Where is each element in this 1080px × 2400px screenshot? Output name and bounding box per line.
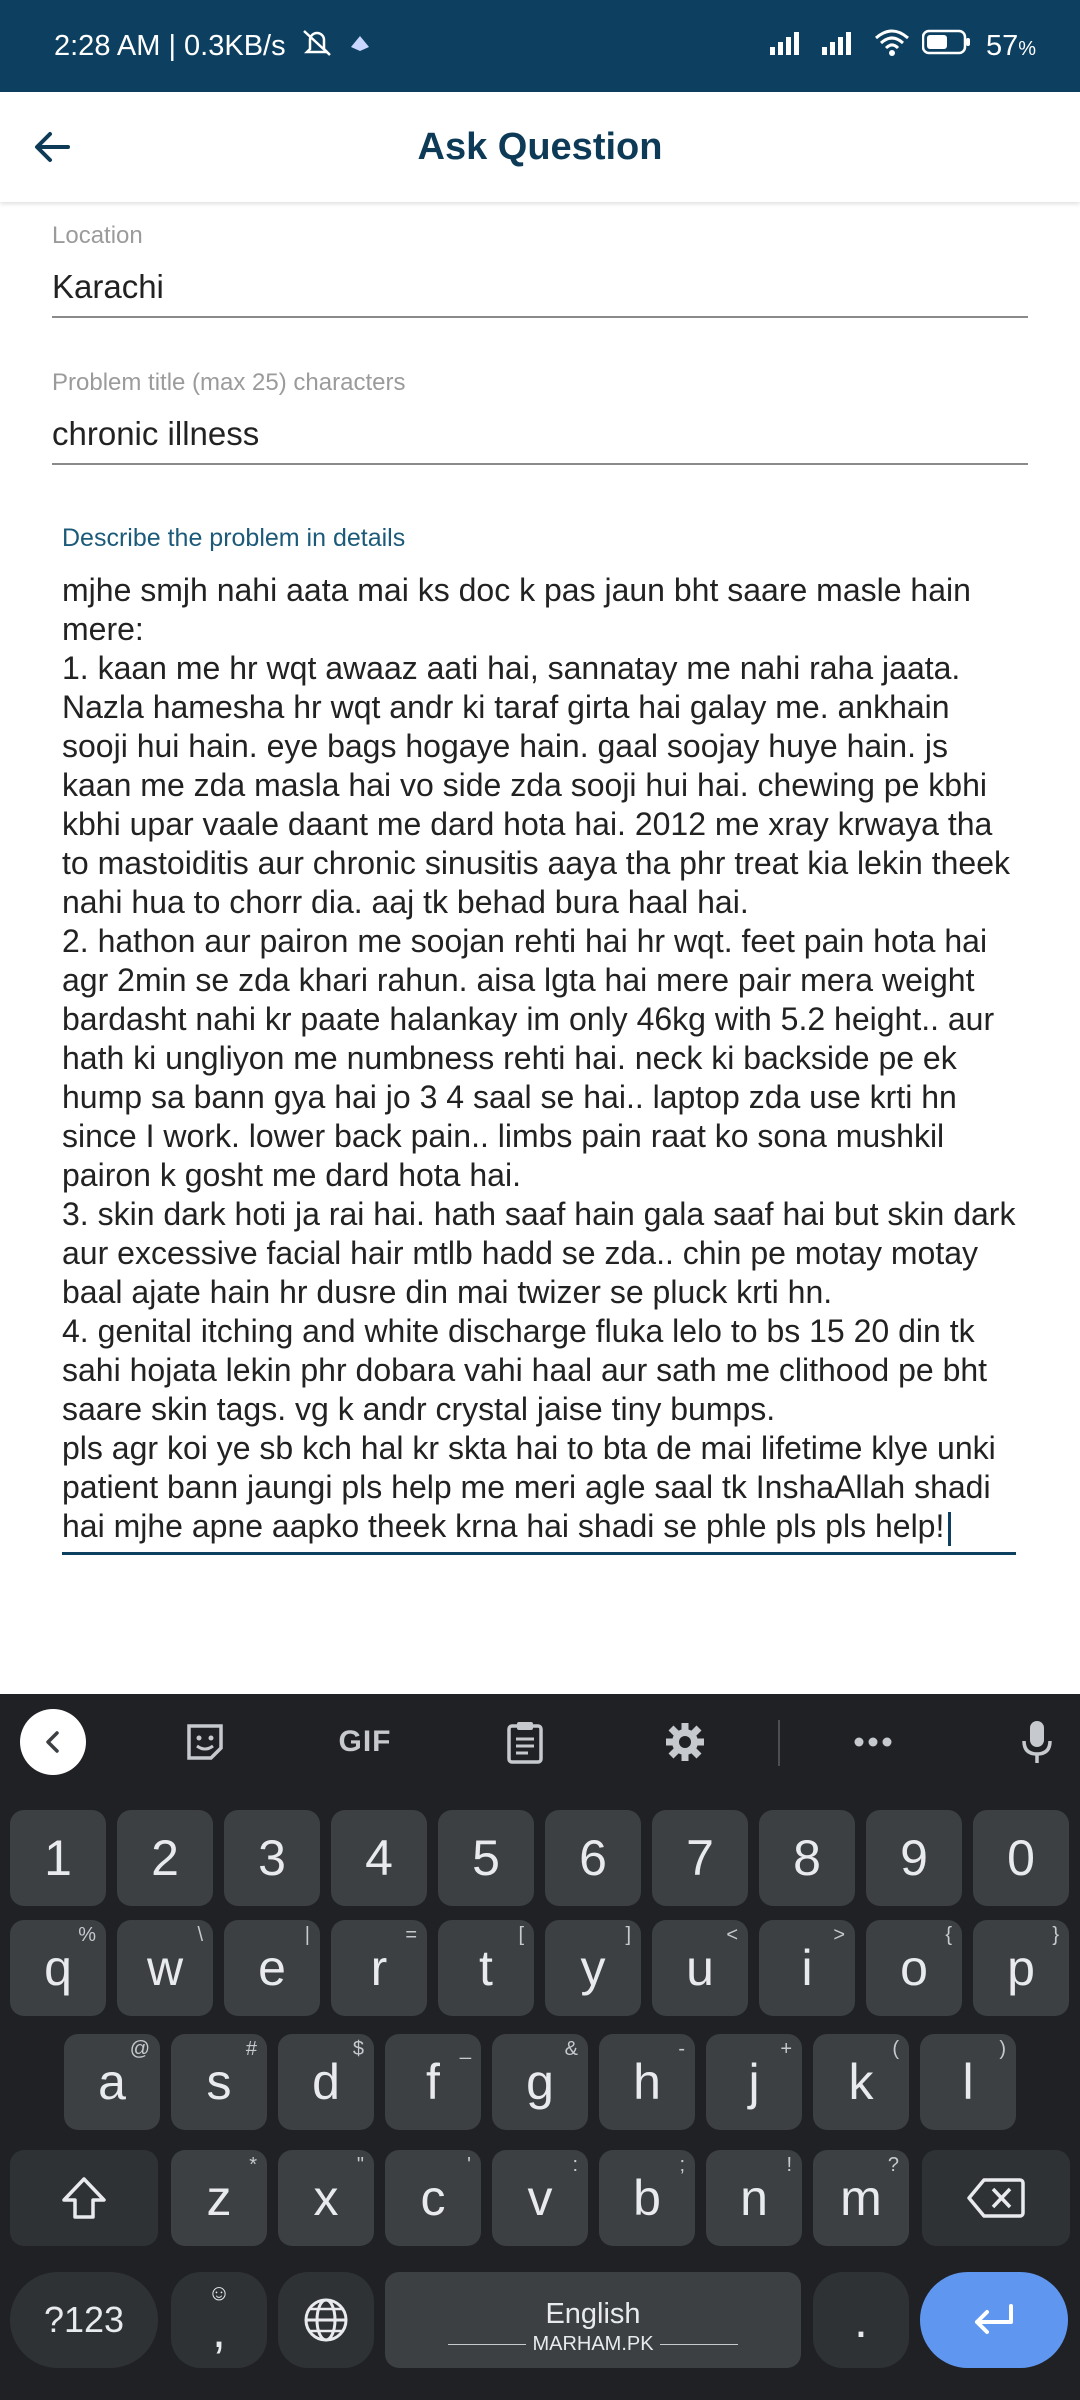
details-text: mjhe smjh nahi aata mai ks doc k pas jaun bht saare masle hain mere: 1. kaan me hr wqt awaaz aati hai, sannatay me nahi raha jaata. Nazla hamesha hr wqt andr ki taraf girta hai galay me. ankhain sooji hui hain. eye bags hogaye hain. gaal soojay huye hain. js kaan me zda masla hai vo side zda sooji hui hai. chewing pe kbhi kbhi upar vaale daant me dard hota hai. 2012 me xray krwaya tha to mastoiditis aur chronic sinusitis aaya tha phr treat kia lekin theek nahi hua to chorr dia. aaj tk behad bura haal hai. 2. hathon aur pairon me soojan rehti hai hr wqt. feet pain hota hai agr 2min se zda khari rahun. aisa lgta hai mere pair mera weight bardasht nahi kr paate halankay im only 46kg with 5.2 height.. aur hath ki ungliyon me numbness rehti hai. neck ki backside pe ek hump sa bann gya hai jo 3 4 saal se hai.. laptop zda use krti hn since I work. lower back pain.. limbs pain raat ko sona mushkil pairon k gosht me dard hota hai. 3. skin dark hoti ja rai hai. hath saaf hain gala saaf hai but skin dark aur excessive facial hair mtlb hadd se zda.. chin pe motay motay baal ajate hain hr dusre din mai twizer se pluck krti hn. 4. genital itching and white discharge fluka lelo to bs 15 20 din tk sahi hojata lekin phr dobara vahi haal aur sath me clithood pe bht saare skin tags. vg k andr crystal jaise tiny bumps. pls agr koi ye sb kch hal kr skta hai to bta de mai lifetime klye unki patient bann jaungi pls help me meri agle saal tk InshaAllah shadi hai mjhe apne aapko theek krna hai shadi se phle pls pls help!	[62, 572, 1016, 1544]
key-v[interactable]: v :	[492, 2150, 588, 2246]
microphone-icon	[1020, 1719, 1054, 1765]
app-bar	[0, 92, 1080, 202]
key-k[interactable]: k (	[813, 2034, 909, 2130]
status-time: 2:28 AM | 0.3KB/s	[54, 29, 286, 62]
key-j[interactable]: j +	[706, 2034, 802, 2130]
details-field[interactable]	[62, 524, 1016, 1555]
key[interactable]: 2	[117, 1810, 213, 1906]
key-s[interactable]: s #	[171, 2034, 267, 2130]
key-f[interactable]: f _	[385, 2034, 481, 2130]
key-g[interactable]: g &	[492, 2034, 588, 2130]
key[interactable]: 9	[866, 1810, 962, 1906]
key-z[interactable]: z *	[171, 2150, 267, 2246]
back-button[interactable]	[22, 117, 82, 177]
signal-icon	[770, 29, 810, 63]
key-o[interactable]: o {	[866, 1920, 962, 2016]
collapse-toolbar-button[interactable]	[20, 1709, 86, 1775]
key[interactable]: 8	[759, 1810, 855, 1906]
more-options-button[interactable]	[840, 1714, 906, 1770]
key[interactable]: 1	[10, 1810, 106, 1906]
key-q[interactable]: q %	[10, 1920, 106, 2016]
key-a[interactable]: a @	[64, 2034, 160, 2130]
back-arrow-icon	[32, 127, 72, 167]
toolbar-divider	[778, 1720, 780, 1766]
sticker-button[interactable]	[172, 1714, 238, 1770]
location-field[interactable]	[52, 222, 1028, 318]
sticker-icon	[183, 1720, 227, 1764]
location-label: Location	[52, 222, 143, 249]
problem-title-label: Problem title (max 25) characters	[52, 369, 406, 396]
key-x[interactable]: x "	[278, 2150, 374, 2246]
details-label: Describe the problem in details	[62, 524, 406, 552]
shift-key[interactable]	[10, 2150, 158, 2246]
battery-percent: 57%	[985, 29, 1036, 62]
problem-title-field[interactable]	[52, 369, 1028, 465]
battery-icon	[922, 29, 972, 63]
space-key[interactable]	[385, 2272, 801, 2368]
key-y[interactable]: y ]	[545, 1920, 641, 2016]
mute-icon	[300, 27, 334, 65]
text-cursor	[948, 1512, 951, 1546]
comma-key[interactable]: ☺ ,	[171, 2272, 267, 2368]
page-title: Ask Question	[417, 125, 663, 168]
key[interactable]: 3	[224, 1810, 320, 1906]
app-notification-icon	[348, 30, 372, 63]
key[interactable]: 5	[438, 1810, 534, 1906]
key-n[interactable]: n !	[706, 2150, 802, 2246]
key-m[interactable]: m ?	[813, 2150, 909, 2246]
gif-label: GIF	[338, 1725, 392, 1758]
backspace-icon	[966, 2176, 1026, 2220]
keyboard-toolbar	[0, 1694, 1080, 1790]
period-key[interactable]: .	[813, 2272, 909, 2368]
key-t[interactable]: t [	[438, 1920, 534, 2016]
symbols-key[interactable]: ?123	[10, 2272, 158, 2368]
enter-icon	[969, 2300, 1019, 2340]
key-b[interactable]: b ;	[599, 2150, 695, 2246]
wifi-icon	[874, 28, 910, 64]
signal-icon	[822, 29, 862, 63]
language-key[interactable]	[278, 2272, 374, 2368]
key-c[interactable]: c '	[385, 2150, 481, 2246]
key-w[interactable]: w \	[117, 1920, 213, 2016]
clipboard-button[interactable]	[492, 1714, 558, 1770]
key[interactable]: 7	[652, 1810, 748, 1906]
key-u[interactable]: u <	[652, 1920, 748, 2016]
gear-icon	[663, 1720, 707, 1764]
problem-title-input[interactable]: chronic illness	[52, 415, 1028, 465]
clipboard-icon	[504, 1719, 546, 1765]
key[interactable]: 0	[973, 1810, 1069, 1906]
enter-key[interactable]	[920, 2272, 1068, 2368]
key-l[interactable]: l )	[920, 2034, 1016, 2130]
key[interactable]: 4	[331, 1810, 427, 1906]
location-input[interactable]: Karachi	[52, 268, 1028, 318]
space-language-label: English	[545, 2298, 641, 2330]
voice-input-button[interactable]	[1004, 1714, 1070, 1770]
key-p[interactable]: p }	[973, 1920, 1069, 2016]
keyboard	[0, 1694, 1080, 2400]
chevron-left-icon	[38, 1727, 68, 1757]
key-r[interactable]: r =	[331, 1920, 427, 2016]
space-sublabel: MARHAM.PK	[532, 2333, 654, 2355]
key-e[interactable]: e |	[224, 1920, 320, 2016]
details-textarea[interactable]	[62, 571, 1016, 1555]
key-d[interactable]: d $	[278, 2034, 374, 2130]
more-horizontal-icon	[853, 1736, 893, 1748]
key[interactable]: 6	[545, 1810, 641, 1906]
key-i[interactable]: i >	[759, 1920, 855, 2016]
settings-button[interactable]	[652, 1714, 718, 1770]
globe-icon	[302, 2296, 350, 2344]
key-h[interactable]: h -	[599, 2034, 695, 2130]
emoji-icon: ☺	[207, 2280, 231, 2305]
shift-icon	[59, 2173, 109, 2223]
backspace-key[interactable]	[922, 2150, 1070, 2246]
status-bar	[0, 0, 1080, 92]
gif-button[interactable]	[332, 1714, 398, 1770]
